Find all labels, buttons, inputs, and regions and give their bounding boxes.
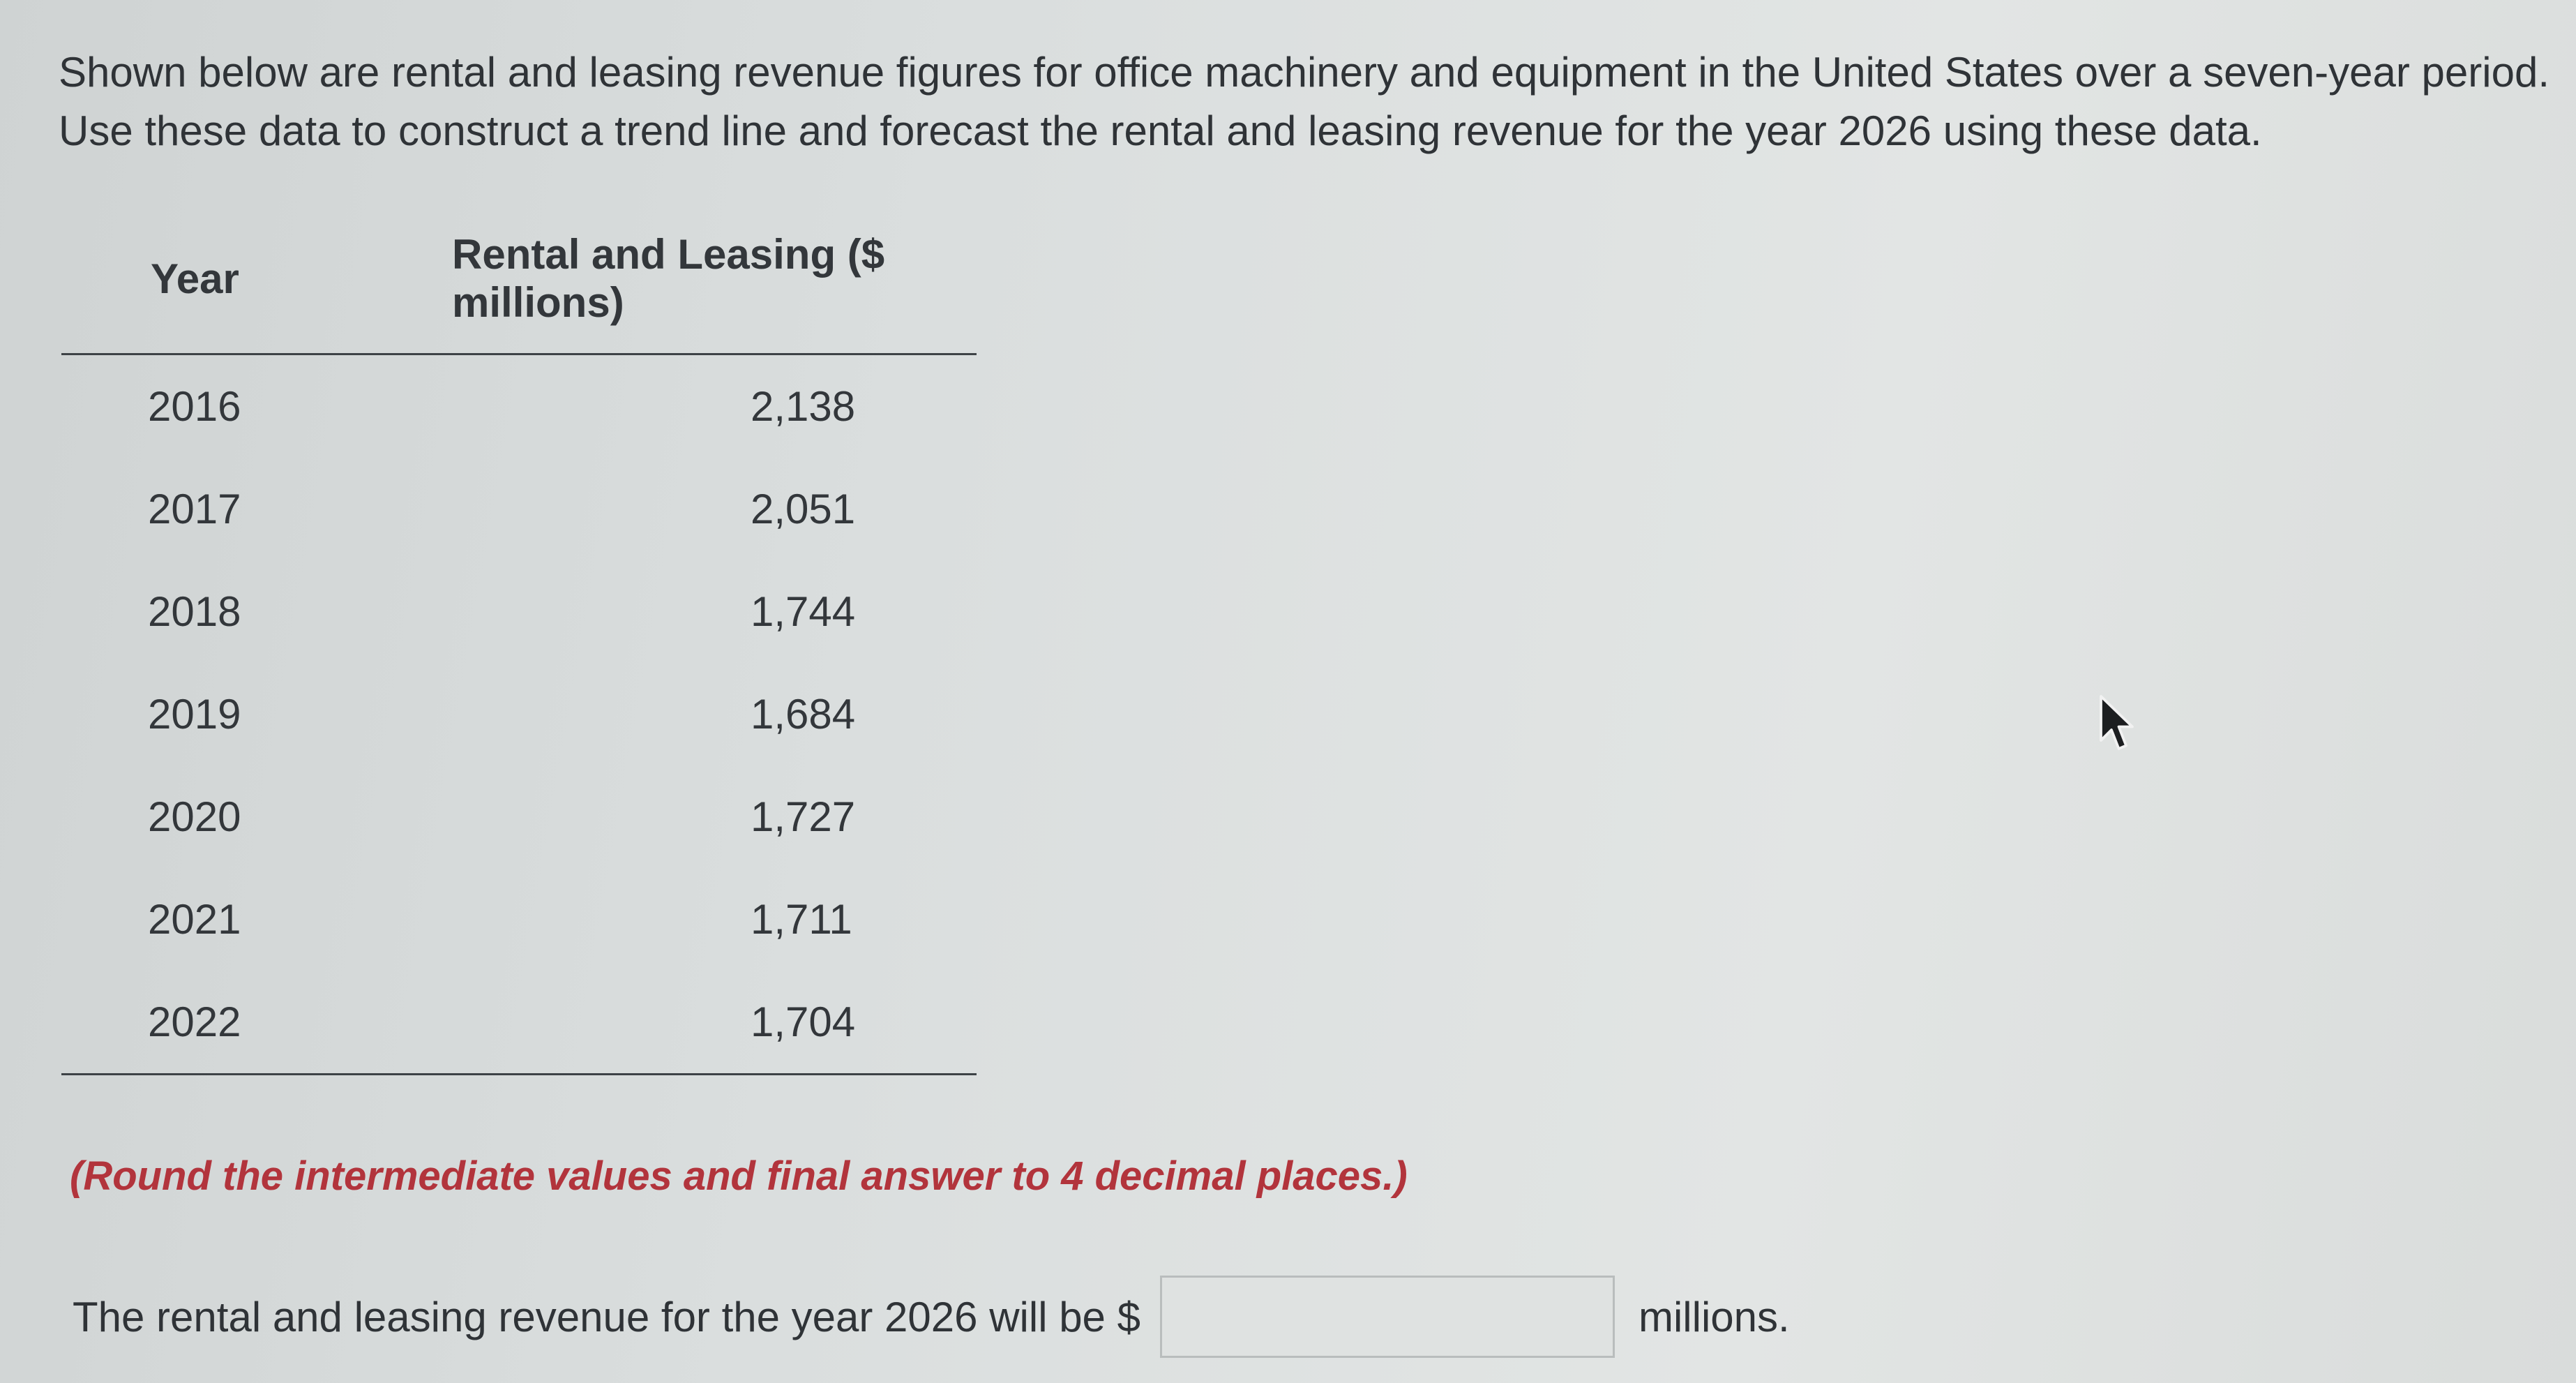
year-cell: 2017: [148, 486, 241, 532]
revenue-cell: [360, 868, 977, 971]
revenue-table: [61, 230, 977, 1075]
table-row: [61, 663, 977, 765]
mouse-pointer-icon: [2095, 694, 2137, 757]
header-year: Year: [61, 230, 360, 354]
revenue-cell: [360, 971, 977, 1075]
revenue-value: 2,051: [751, 486, 856, 532]
revenue-value: 1,711: [751, 896, 852, 943]
revenue-cell: [360, 663, 977, 765]
revenue-cell: [360, 765, 977, 868]
answer-input[interactable]: [1160, 1276, 1615, 1358]
answer-row: [73, 1271, 1790, 1362]
revenue-cell: [360, 560, 977, 663]
table-row: [61, 868, 977, 971]
table-row: [61, 458, 977, 560]
table-header-row: [61, 230, 977, 354]
revenue-cell: [360, 354, 977, 458]
question-text: [59, 43, 2556, 160]
answer-suffix: millions.: [1638, 1293, 1790, 1340]
answer-prefix: The rental and leasing revenue for the year 2026 will be $: [73, 1293, 1140, 1340]
revenue-value: 2,138: [751, 383, 856, 430]
rounding-instruction: (Round the intermediate values and final answer to 4 decimal places.): [70, 1153, 1408, 1199]
header-revenue: Rental and Leasing ($ millions): [360, 230, 977, 354]
year-cell: 2020: [148, 793, 241, 840]
table-row: [61, 765, 977, 868]
year-cell: 2016: [148, 383, 241, 430]
revenue-value: 1,744: [751, 588, 856, 635]
revenue-value: 1,704: [751, 999, 856, 1045]
year-cell: 2021: [148, 896, 241, 943]
revenue-value: 1,727: [751, 793, 856, 840]
year-cell: 2019: [148, 691, 241, 738]
question-line-2: Use these data to construct a trend line and forecast the rental and leasing revenue for the year 2026 using these data.: [59, 107, 2262, 154]
revenue-cell: [360, 458, 977, 560]
year-cell: 2022: [61, 971, 360, 1075]
year-cell: 2018: [148, 588, 241, 635]
revenue-value: 1,684: [751, 691, 856, 738]
table-row: [61, 560, 977, 663]
question-line-1: Shown below are rental and leasing revenue figures for office machinery and equipment in the United States over a seven-year period.: [59, 49, 2549, 96]
table-row: [61, 354, 977, 458]
table-row: [61, 971, 977, 1075]
